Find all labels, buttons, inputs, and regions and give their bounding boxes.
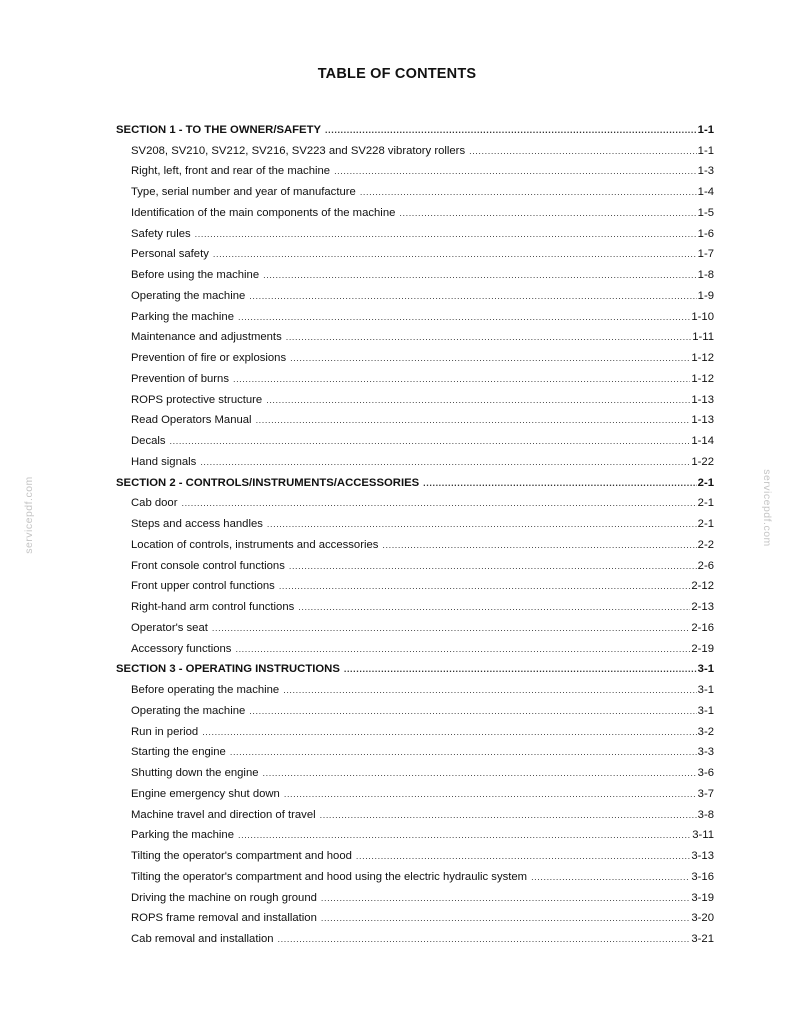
toc-entry-label: ROPS protective structure (131, 393, 263, 406)
toc-entry-page: 2-2 (697, 538, 714, 551)
toc-entry-label: Parking the machine (131, 829, 234, 842)
toc-entry-page: 3-1 (697, 663, 714, 676)
toc-entry-label: Machine travel and direction of travel (131, 808, 316, 821)
page-title: TABLE OF CONTENTS (317, 66, 477, 82)
dot-leader (235, 642, 690, 656)
toc-entry (114, 178, 714, 199)
dot-leader (283, 683, 696, 697)
dot-leader (263, 766, 697, 780)
toc-entry-label: Shutting down the engine (131, 767, 259, 779)
dot-leader (382, 538, 696, 552)
dot-leader (212, 621, 690, 635)
toc-entry-label: Prevention of fire or explosions (131, 352, 287, 364)
dot-leader (263, 268, 697, 282)
dot-leader (289, 559, 697, 573)
dot-leader (202, 725, 696, 739)
toc-entry-label: Accessory functions (131, 642, 232, 655)
toc-entry (114, 759, 714, 780)
toc-entry (114, 635, 714, 656)
toc-entry-label: Parking the machine (131, 310, 234, 323)
toc-entry (114, 137, 714, 158)
toc-entry-label: SECTION 3 - OPERATING INSTRUCTIONS (116, 663, 340, 676)
watermark-right: servicepdf.com (761, 469, 773, 547)
toc-entry-label: Prevention of burns (131, 372, 229, 385)
dot-leader (266, 393, 690, 407)
toc-entry (114, 884, 714, 905)
toc-entry (114, 241, 714, 262)
toc-entry-label: Operating the machine (131, 704, 246, 717)
toc-entry-label: Run in period (131, 725, 199, 738)
toc-entry-page: 1-8 (697, 269, 714, 281)
toc-entry-page: 2-12 (691, 580, 714, 593)
watermark-left: servicepdf.com (23, 476, 35, 554)
toc-entry-label: Steps and access handles (131, 518, 263, 530)
toc-entry (114, 614, 714, 635)
toc-entry-label: Starting the engine (131, 746, 226, 759)
toc-entry-page: 3-19 (691, 891, 714, 904)
dot-leader (213, 247, 697, 261)
toc-entry-label: Front console control functions (131, 559, 285, 572)
toc-entry (114, 220, 714, 241)
dot-leader (267, 517, 697, 531)
toc-entry (114, 386, 714, 407)
toc-entry-page: 1-4 (697, 186, 714, 198)
toc-entry (114, 552, 714, 573)
toc-entry-page: 1-12 (691, 372, 714, 385)
toc-entry-label: ROPS frame removal and installation (131, 912, 317, 925)
toc-entry (114, 282, 714, 303)
dot-leader (238, 310, 690, 324)
toc-entry-page: 1-14 (691, 435, 714, 447)
toc-entry-page: 1-1 (697, 123, 714, 136)
toc-entry-page: 2-1 (697, 476, 714, 489)
toc-entry-label: Hand signals (131, 455, 197, 468)
toc-entry-page: 2-1 (697, 497, 714, 510)
toc-entry-page: 1-3 (697, 165, 714, 178)
toc-entry-label: Before operating the machine (131, 684, 280, 696)
toc-entry (114, 407, 714, 428)
toc-entry (114, 490, 714, 511)
toc-entry-page: 1-13 (691, 414, 714, 427)
toc-entry-label: Front upper control functions (131, 580, 275, 593)
dot-leader (256, 413, 691, 427)
toc-entry-label: Engine emergency shut down (131, 787, 280, 800)
toc-entry-page: 1-1 (697, 144, 714, 157)
toc-entry-page: 1-7 (697, 248, 714, 261)
dot-leader (334, 164, 697, 178)
toc-entry-label: Safety rules (131, 227, 191, 240)
dot-leader (290, 351, 690, 365)
toc-entry (114, 324, 714, 345)
dot-leader (279, 579, 691, 593)
toc-entry-page: 3-1 (697, 704, 714, 717)
toc-entry-page: 1-11 (692, 331, 714, 344)
dot-leader (284, 787, 697, 801)
toc-entry-label: Operating the machine (131, 289, 246, 302)
dot-leader (356, 849, 690, 863)
toc-entry-label: Maintenance and adjustments (131, 331, 282, 344)
toc-entry-page: 2-19 (691, 642, 714, 655)
toc-entry-page: 2-16 (691, 621, 714, 634)
toc-entry-label: Right-hand arm control functions (131, 601, 295, 613)
toc-entry-page: 1-22 (691, 455, 714, 468)
toc-entry (114, 905, 714, 926)
toc-entry (114, 925, 714, 946)
toc-entry-label: Operator's seat (131, 621, 208, 634)
toc-entry-page: 3-6 (697, 767, 714, 779)
toc-entry (114, 531, 714, 552)
toc-entry (114, 158, 714, 179)
dot-leader (469, 144, 697, 158)
toc-entry-page: 2-6 (697, 559, 714, 572)
dot-leader (423, 476, 697, 490)
dot-leader (320, 808, 697, 822)
toc-entry-page: 3-3 (697, 746, 714, 759)
toc-entry (114, 801, 714, 822)
toc-entry-page: 2-13 (691, 601, 714, 613)
dot-leader (344, 662, 697, 676)
toc-entry (114, 344, 714, 365)
toc-entry-label: Decals (131, 435, 166, 447)
toc-section-entry (114, 656, 714, 677)
dot-leader (238, 828, 691, 842)
toc-entry-label: SV208, SV210, SV212, SV216, SV223 and SV228 vibratory rollers (131, 144, 466, 157)
dot-leader (298, 600, 690, 614)
toc-section-entry (114, 469, 714, 490)
toc-entry-page: 2-1 (697, 518, 714, 530)
toc-entry-page: 3-1 (697, 684, 714, 696)
toc-entry (114, 199, 714, 220)
dot-leader (325, 123, 697, 137)
toc-entry (114, 303, 714, 324)
toc-entry-label: Driving the machine on rough ground (131, 891, 317, 904)
toc-entry (114, 573, 714, 594)
dot-leader (321, 911, 691, 925)
toc-entry-page: 3-13 (691, 850, 714, 862)
toc-entry (114, 780, 714, 801)
toc-entry (114, 448, 714, 469)
dot-leader (286, 330, 691, 344)
dot-leader (200, 455, 690, 469)
toc-entry (114, 718, 714, 739)
dot-leader (360, 185, 697, 199)
toc-entry-label: Location of controls, instruments and accessories (131, 538, 379, 551)
dot-leader (233, 372, 690, 386)
toc-entry-page: 3-7 (697, 787, 714, 800)
toc-entry-page: 3-21 (691, 933, 714, 945)
dot-leader (278, 932, 691, 946)
toc-entry-label: Identification of the main components of the machine (131, 206, 396, 219)
toc-entry-label: Read Operators Manual (131, 414, 252, 427)
dot-leader (249, 704, 696, 718)
toc-entry (114, 261, 714, 282)
table-of-contents (114, 116, 714, 946)
toc-entry (114, 863, 714, 884)
toc-entry-label: SECTION 1 - TO THE OWNER/SAFETY (116, 123, 322, 136)
toc-entry-label: Tilting the operator's compartment and hood using the electric hydraulic system (131, 870, 528, 883)
toc-entry-page: 3-11 (692, 829, 714, 842)
toc-entry-page: 3-2 (697, 725, 714, 738)
dot-leader (249, 289, 696, 303)
toc-entry-page: 3-20 (691, 912, 714, 925)
dot-leader (230, 745, 697, 759)
toc-entry-label: Tilting the operator's compartment and hood (131, 850, 352, 862)
toc-entry-page: 1-5 (697, 206, 714, 219)
toc-entry-page: 1-6 (697, 227, 714, 240)
dot-leader (531, 870, 690, 884)
dot-leader (170, 434, 691, 448)
toc-entry (114, 739, 714, 760)
toc-entry-label: SECTION 2 - CONTROLS/INSTRUMENTS/ACCESSORIES (116, 476, 420, 489)
toc-entry (114, 593, 714, 614)
toc-entry (114, 822, 714, 843)
toc-entry-page: 3-16 (691, 870, 714, 883)
toc-entry-page: 1-9 (697, 289, 714, 302)
toc-entry-label: Before using the machine (131, 269, 260, 281)
toc-entry-label: Personal safety (131, 248, 209, 261)
toc-entry (114, 842, 714, 863)
toc-entry-label: Right, left, front and rear of the machine (131, 165, 331, 178)
toc-entry-label: Cab removal and installation (131, 933, 274, 945)
dot-leader (195, 227, 697, 241)
toc-entry (114, 365, 714, 386)
toc-entry (114, 510, 714, 531)
toc-entry-page: 1-12 (691, 352, 714, 364)
dot-leader (321, 891, 690, 905)
toc-entry-label: Type, serial number and year of manufacture (131, 186, 356, 198)
toc-entry-label: Cab door (131, 497, 178, 510)
dot-leader (181, 496, 696, 510)
toc-section-entry (114, 116, 714, 137)
toc-entry-page: 1-13 (691, 393, 714, 406)
toc-entry-page: 3-8 (697, 808, 714, 821)
dot-leader (399, 206, 696, 220)
toc-entry-page: 1-10 (691, 310, 714, 323)
toc-entry (114, 427, 714, 448)
toc-entry (114, 676, 714, 697)
toc-entry (114, 697, 714, 718)
